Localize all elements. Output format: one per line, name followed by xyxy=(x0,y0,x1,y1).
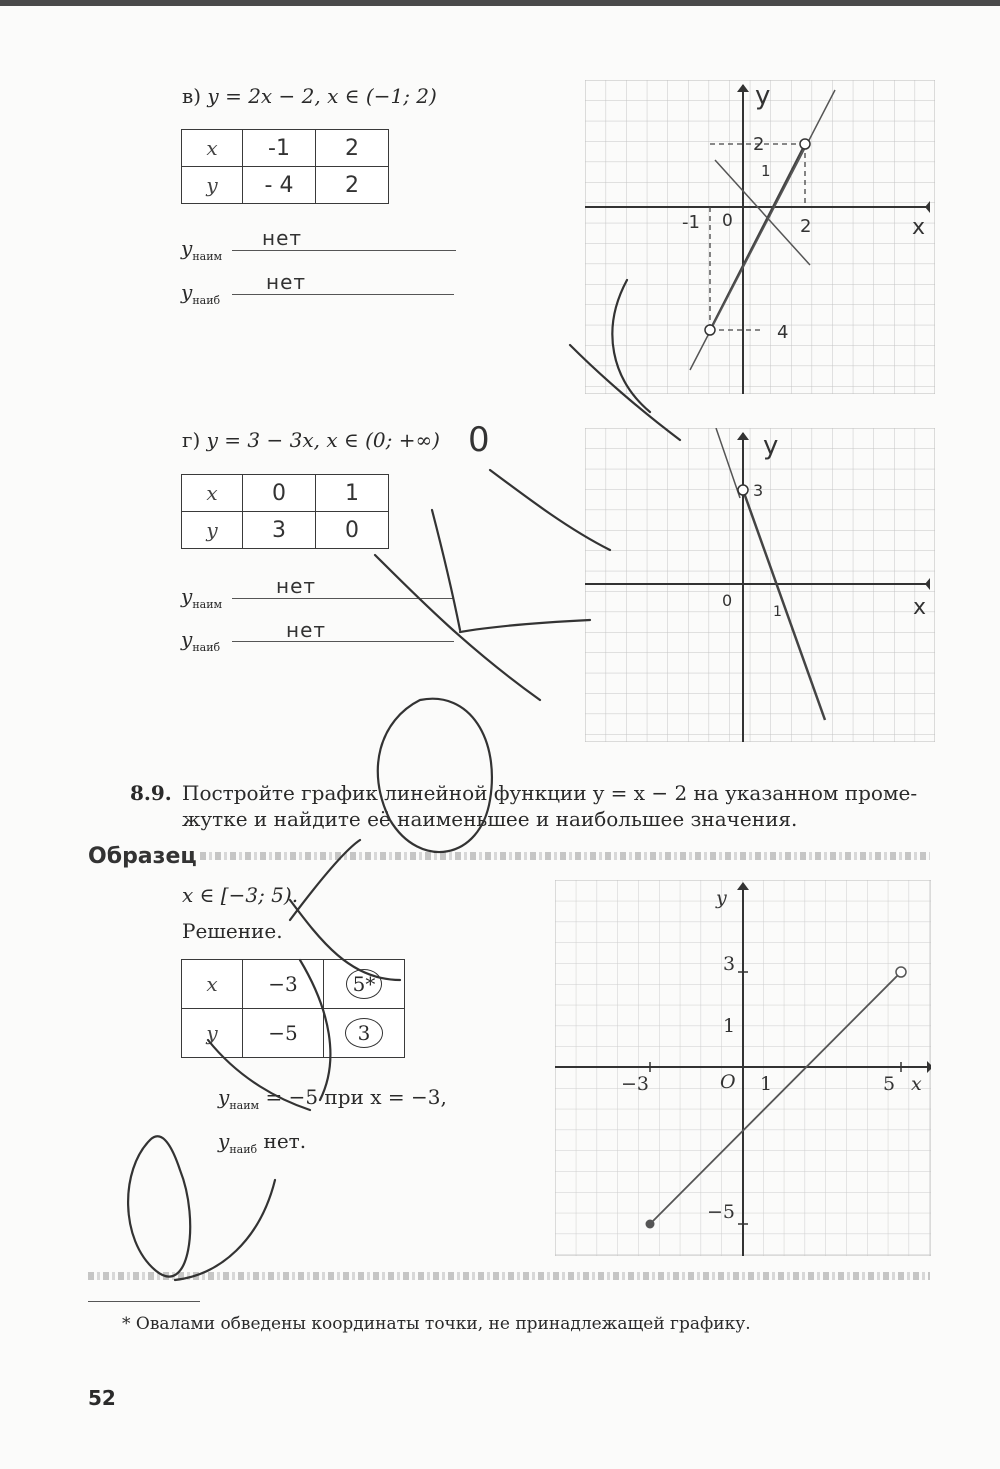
problem-line-2: жутке и найдите её наименьшее и наибольшее значения. xyxy=(182,807,798,831)
task-v-ymin-answer: нет xyxy=(262,226,303,250)
open-point xyxy=(800,139,810,149)
task-g-table xyxy=(181,474,389,549)
table-cell: 1 xyxy=(316,475,389,512)
task-v-ymax-label: $y_{наиб}$ xyxy=(181,280,221,307)
sample-table xyxy=(181,959,405,1058)
origin-label: O xyxy=(720,1071,736,1093)
tick-label: −3 xyxy=(621,1073,650,1095)
task-g-graph xyxy=(585,428,935,742)
table-cell: - 4 xyxy=(243,167,316,204)
closed-point xyxy=(646,1220,655,1229)
table-x-label: x xyxy=(182,475,243,512)
axis-x-label: x xyxy=(912,215,926,240)
tick-label: 3 xyxy=(753,481,764,500)
table-cell-circled: 3 xyxy=(324,1009,405,1058)
tick-label: 2 xyxy=(800,216,812,237)
task-v-ymax-answer: нет xyxy=(266,270,307,294)
sample-ymax: $y_{наиб}$ нет. xyxy=(218,1129,307,1156)
task-g-ymax-label: $y_{наиб}$ xyxy=(181,627,221,654)
table-y-label: y xyxy=(182,512,243,549)
axis-y-label: y xyxy=(755,81,771,111)
table-cell: 3 xyxy=(243,512,316,549)
open-point xyxy=(896,967,906,977)
task-v-ymax-line xyxy=(232,294,454,295)
table-cell: 2 xyxy=(316,130,389,167)
task-g-ymax-answer: нет xyxy=(286,618,327,642)
problem-line-1: Постройте график линейной функции y = x − 2 на указанном проме- xyxy=(182,781,918,805)
table-y-label: y xyxy=(182,1009,243,1058)
task-v-graph xyxy=(585,80,935,394)
table-cell: 0 xyxy=(243,475,316,512)
tick-label: 1 xyxy=(761,162,771,180)
task-g-heading xyxy=(182,428,440,452)
sample-heading: Образец xyxy=(88,844,197,869)
problem-number: 8.9. xyxy=(130,781,172,805)
sample-heading-rule xyxy=(200,852,930,860)
table-cell: -1 xyxy=(243,130,316,167)
problem-text xyxy=(182,780,942,832)
task-g-ymin-label: $y_{наим}$ xyxy=(181,584,223,611)
table-x-label: x xyxy=(182,960,243,1009)
open-point xyxy=(705,325,715,335)
axis-y-label: y xyxy=(716,887,727,909)
origin-label: 0 xyxy=(722,591,733,610)
table-cell: 0 xyxy=(316,512,389,549)
tick-label: 3 xyxy=(723,953,736,975)
table-x-label: x xyxy=(182,130,243,167)
origin-label: 0 xyxy=(722,211,733,231)
page-number: 52 xyxy=(88,1386,116,1410)
tick-label: 1 xyxy=(760,1073,773,1095)
table-cell: −5 xyxy=(243,1009,324,1058)
task-g-ymin-answer: нет xyxy=(276,574,317,598)
table-y-label: y xyxy=(182,167,243,204)
tick-label: 1 xyxy=(723,1015,736,1037)
tick-label: -1 xyxy=(682,212,700,233)
task-g-label: г) xyxy=(182,428,201,452)
sample-graph xyxy=(555,880,931,1256)
tick-label: 2 xyxy=(753,134,765,155)
task-v-heading xyxy=(182,84,437,108)
sample-solution-label: Решение. xyxy=(182,919,283,943)
axis-y-label: y xyxy=(763,431,779,461)
task-v-ymin-line xyxy=(232,250,456,251)
tick-label: 4 xyxy=(777,322,789,343)
task-g-formula: y = 3 − 3x, x ∈ (0; +∞) xyxy=(206,428,440,452)
axis-x-label: x xyxy=(911,1073,922,1095)
table-cell: −3 xyxy=(243,960,324,1009)
task-v-table xyxy=(181,129,389,204)
task-v-label: в) xyxy=(182,84,202,108)
footnote: * Овалами обведены координаты точки, не принадлежащей графику. xyxy=(122,1314,751,1334)
open-point xyxy=(738,485,748,495)
top-border xyxy=(0,0,1000,6)
task-v-ymin-label: $y_{наим}$ xyxy=(181,236,223,263)
table-cell-circled: 5* xyxy=(324,960,405,1009)
bottom-rule xyxy=(88,1272,930,1280)
task-g-ymin-line xyxy=(232,598,454,599)
tick-label: −5 xyxy=(707,1201,736,1223)
sample-ymin: $y_{наим} = -5$ при x = −3, xyxy=(218,1085,447,1112)
table-cell: 2 xyxy=(316,167,389,204)
tick-label: 5 xyxy=(883,1073,896,1095)
task-g-ymax-line xyxy=(232,641,454,642)
task-v-formula: y = 2x − 2, x ∈ (−1; 2) xyxy=(207,84,437,108)
sample-interval: x ∈ [−3; 5). xyxy=(182,883,299,907)
tick-label: 1 xyxy=(773,604,782,620)
handwritten-mark: 0 xyxy=(468,420,490,460)
footnote-rule xyxy=(88,1301,200,1302)
axis-x-label: x xyxy=(913,595,927,620)
